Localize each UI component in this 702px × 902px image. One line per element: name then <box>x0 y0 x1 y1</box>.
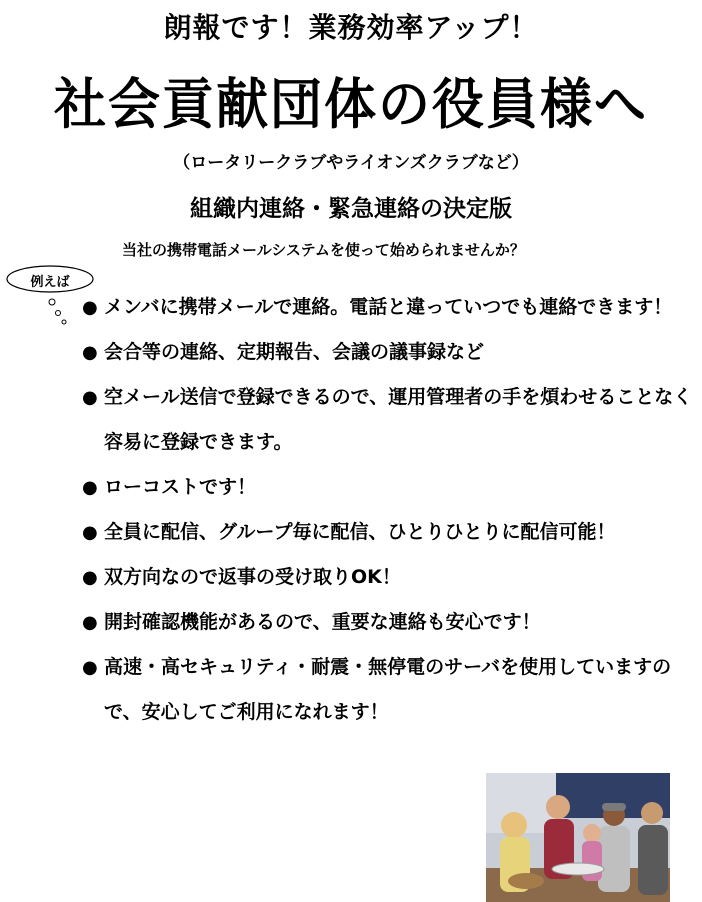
feature-text: 双方向なので返事の受け取りOK！ <box>104 566 401 588</box>
bullet-icon: ● <box>82 612 98 633</box>
feature-text: 高速・高セキュリティ・耐震・無停電のサーバを使用していますので、安心してご利用になれます！ <box>104 656 672 723</box>
list-item <box>82 330 697 375</box>
list-item <box>82 465 697 510</box>
photo-people-serving-food <box>486 773 670 902</box>
list-item <box>82 645 697 735</box>
bullet-icon: ● <box>82 657 98 678</box>
feature-text: 全員に配信、グループ毎に配信、ひとりひとりに配信可能！ <box>104 521 616 543</box>
list-item <box>82 510 697 555</box>
feature-text: メンバに携帯メールで連絡。電話と違っていつでも連絡できます！ <box>104 296 673 318</box>
headline: 朗報です！業務効率アップ！ <box>163 11 539 44</box>
subtitle: （ロータリークラブやライオンズクラブなど） <box>173 153 529 173</box>
list-item <box>82 285 697 330</box>
feature-list <box>82 285 697 735</box>
tagline: 組織内連絡・緊急連絡の決定版 <box>190 196 512 222</box>
bullet-icon: ● <box>82 387 98 408</box>
intro-text: 当社の携帯電話メールシステムを使って始められませんか？ <box>122 241 525 259</box>
bullet-icon: ● <box>82 522 98 543</box>
feature-text: 開封確認機能があるので、重要な連絡も安心です！ <box>104 611 541 633</box>
list-item <box>82 600 697 645</box>
feature-text: 空メール送信で登録できるので、運用管理者の手を煩わせることなく容易に登録できます。 <box>104 386 693 453</box>
bullet-icon: ● <box>82 297 98 318</box>
list-item <box>82 555 697 600</box>
bullet-icon: ● <box>82 567 98 588</box>
page-title: 社会貢献団体の役員様へ <box>53 73 648 137</box>
bubble-label: 例えば <box>30 275 70 290</box>
feature-text: ローコストです！ <box>104 476 257 498</box>
list-item <box>82 375 697 465</box>
feature-text: 会合等の連絡、定期報告、会議の議事録など <box>104 341 485 363</box>
bullet-icon: ● <box>82 477 98 498</box>
bullet-icon: ● <box>82 342 98 363</box>
